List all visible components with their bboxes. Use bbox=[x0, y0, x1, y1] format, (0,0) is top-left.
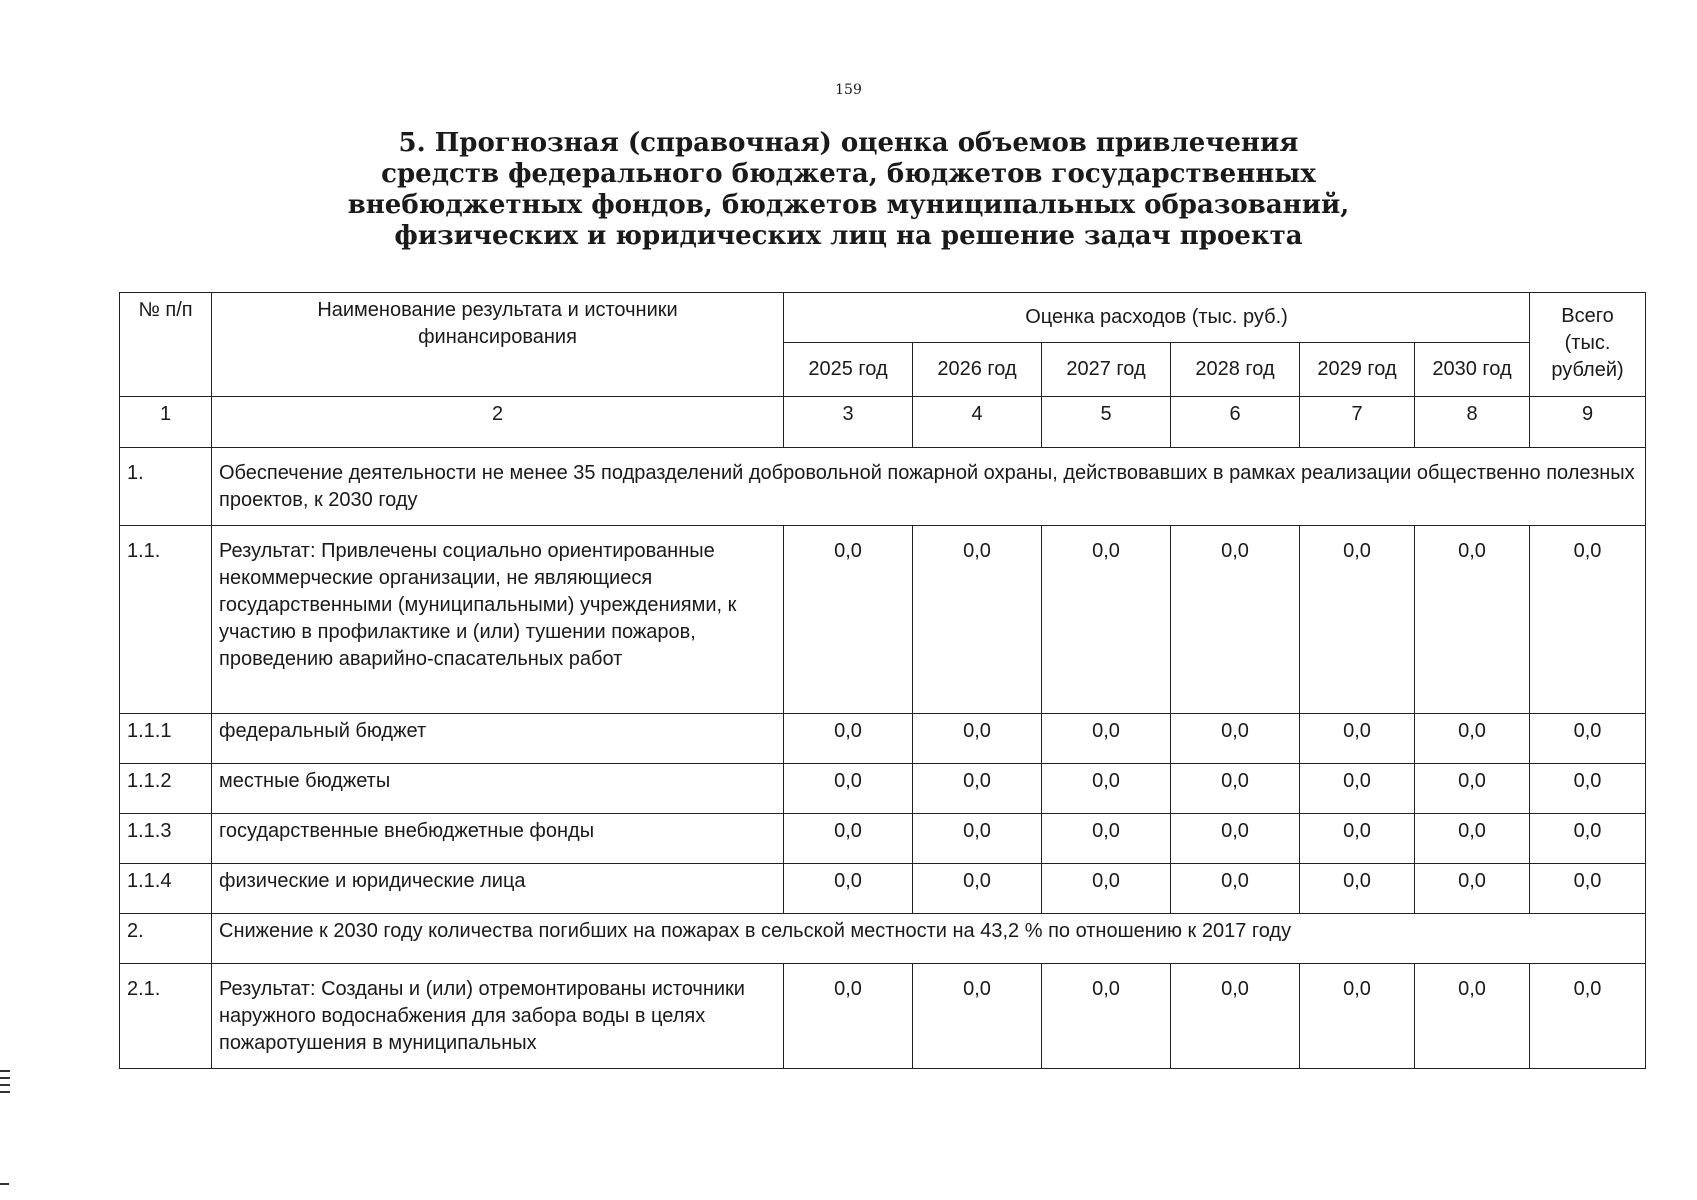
table-row bbox=[120, 448, 1646, 526]
header-total: Всего (тыс. рублей) bbox=[1530, 293, 1646, 397]
row-num: 1.1. bbox=[120, 526, 212, 714]
column-number: 6 bbox=[1171, 397, 1300, 448]
row-value: 0,0 bbox=[1415, 526, 1530, 714]
row-value: 0,0 bbox=[1042, 864, 1171, 914]
row-text: Обеспечение деятельности не менее 35 подразделений добровольной пожарной охраны, действовавших в рамках реализации общественно полезных проектов, к 2030 году bbox=[212, 448, 1646, 526]
row-value: 0,0 bbox=[1042, 714, 1171, 764]
row-num: 1.1.4 bbox=[120, 864, 212, 914]
row-value: 0,0 bbox=[784, 764, 913, 814]
header-year: 2027 год bbox=[1042, 343, 1171, 397]
row-value: 0,0 bbox=[1530, 864, 1646, 914]
row-value: 0,0 bbox=[1300, 864, 1415, 914]
row-value: 0,0 bbox=[913, 864, 1042, 914]
row-value: 0,0 bbox=[1530, 964, 1646, 1069]
header-estimate: Оценка расходов (тыс. руб.) bbox=[784, 293, 1530, 343]
title-line: 5. Прогнозная (справочная) оценка объемов привлечения bbox=[398, 128, 1299, 158]
row-value: 0,0 bbox=[1300, 964, 1415, 1069]
column-number: 5 bbox=[1042, 397, 1171, 448]
row-value: 0,0 bbox=[1300, 814, 1415, 864]
row-value: 0,0 bbox=[1171, 764, 1300, 814]
row-num: 2.1. bbox=[120, 964, 212, 1069]
row-value: 0,0 bbox=[1171, 526, 1300, 714]
title-line: внебюджетных фондов, бюджетов муниципальных образований, bbox=[347, 190, 1350, 220]
row-num: 1. bbox=[120, 448, 212, 526]
row-text: физические и юридические лица bbox=[212, 864, 784, 914]
row-text: Снижение к 2030 году количества погибших на пожарах в сельской местности на 43,2 % по отношению к 2017 году bbox=[212, 914, 1646, 964]
row-value: 0,0 bbox=[1171, 814, 1300, 864]
row-text: Результат: Созданы и (или) отремонтированы источники наружного водоснабжения для забора воды в целях пожаротушения в муниципальных bbox=[212, 964, 784, 1069]
document-title bbox=[0, 128, 1697, 252]
row-text: федеральный бюджет bbox=[212, 714, 784, 764]
row-value: 0,0 bbox=[1042, 526, 1171, 714]
title-line: средств федерального бюджета, бюджетов государственных bbox=[381, 159, 1316, 189]
row-value: 0,0 bbox=[1415, 964, 1530, 1069]
table-row bbox=[120, 764, 1646, 814]
header-year: 2029 год bbox=[1300, 343, 1415, 397]
column-number-row bbox=[120, 397, 1646, 448]
table-row bbox=[120, 964, 1646, 1069]
title-line: физических и юридических лиц на решение задач проекта bbox=[394, 221, 1303, 251]
column-number: 1 bbox=[120, 397, 212, 448]
row-value: 0,0 bbox=[1300, 714, 1415, 764]
row-value: 0,0 bbox=[1530, 764, 1646, 814]
row-value: 0,0 bbox=[1415, 764, 1530, 814]
row-value: 0,0 bbox=[1042, 964, 1171, 1069]
row-value: 0,0 bbox=[1300, 526, 1415, 714]
row-value: 0,0 bbox=[913, 526, 1042, 714]
row-value: 0,0 bbox=[1042, 814, 1171, 864]
row-value: 0,0 bbox=[1171, 864, 1300, 914]
row-num: 2. bbox=[120, 914, 212, 964]
row-num: 1.1.3 bbox=[120, 814, 212, 864]
row-value: 0,0 bbox=[1415, 864, 1530, 914]
row-value: 0,0 bbox=[1530, 814, 1646, 864]
row-value: 0,0 bbox=[1415, 814, 1530, 864]
row-value: 0,0 bbox=[913, 714, 1042, 764]
table-row bbox=[120, 864, 1646, 914]
table-row bbox=[120, 526, 1646, 714]
row-value: 0,0 bbox=[1530, 526, 1646, 714]
page-number: 159 bbox=[835, 82, 862, 98]
header-num: № п/п bbox=[120, 293, 212, 397]
financing-table bbox=[119, 292, 1646, 1069]
row-value: 0,0 bbox=[784, 526, 913, 714]
row-num: 1.1.1 bbox=[120, 714, 212, 764]
row-value: 0,0 bbox=[1415, 714, 1530, 764]
margin-mark bbox=[0, 1183, 9, 1185]
column-number: 7 bbox=[1300, 397, 1415, 448]
row-text: Результат: Привлечены социально ориентированные некоммерческие организации, не являющиеся государственными (муниципальными) учреждениями, к участию в профилактике и (или) тушении пожаров, проведению аварийно-спасательных работ bbox=[212, 526, 784, 714]
column-number: 8 bbox=[1415, 397, 1530, 448]
row-value: 0,0 bbox=[784, 814, 913, 864]
header-year: 2025 год bbox=[784, 343, 913, 397]
row-value: 0,0 bbox=[1042, 764, 1171, 814]
column-number: 9 bbox=[1530, 397, 1646, 448]
header-year: 2030 год bbox=[1415, 343, 1530, 397]
row-value: 0,0 bbox=[1300, 764, 1415, 814]
row-value: 0,0 bbox=[784, 864, 913, 914]
row-value: 0,0 bbox=[1530, 714, 1646, 764]
column-number: 2 bbox=[212, 397, 784, 448]
table-row bbox=[120, 714, 1646, 764]
row-value: 0,0 bbox=[913, 964, 1042, 1069]
row-value: 0,0 bbox=[1171, 964, 1300, 1069]
row-text: местные бюджеты bbox=[212, 764, 784, 814]
table-row bbox=[120, 914, 1646, 964]
column-number: 3 bbox=[784, 397, 913, 448]
binding-marks bbox=[0, 1070, 12, 1098]
row-value: 0,0 bbox=[784, 964, 913, 1069]
row-value: 0,0 bbox=[1171, 714, 1300, 764]
row-value: 0,0 bbox=[784, 714, 913, 764]
header-year: 2028 год bbox=[1171, 343, 1300, 397]
header-year: 2026 год bbox=[913, 343, 1042, 397]
row-text: государственные внебюджетные фонды bbox=[212, 814, 784, 864]
row-num: 1.1.2 bbox=[120, 764, 212, 814]
row-value: 0,0 bbox=[913, 764, 1042, 814]
table-row bbox=[120, 814, 1646, 864]
row-value: 0,0 bbox=[913, 814, 1042, 864]
header-name: Наименование результата и источники финансирования bbox=[212, 293, 784, 397]
column-number: 4 bbox=[913, 397, 1042, 448]
